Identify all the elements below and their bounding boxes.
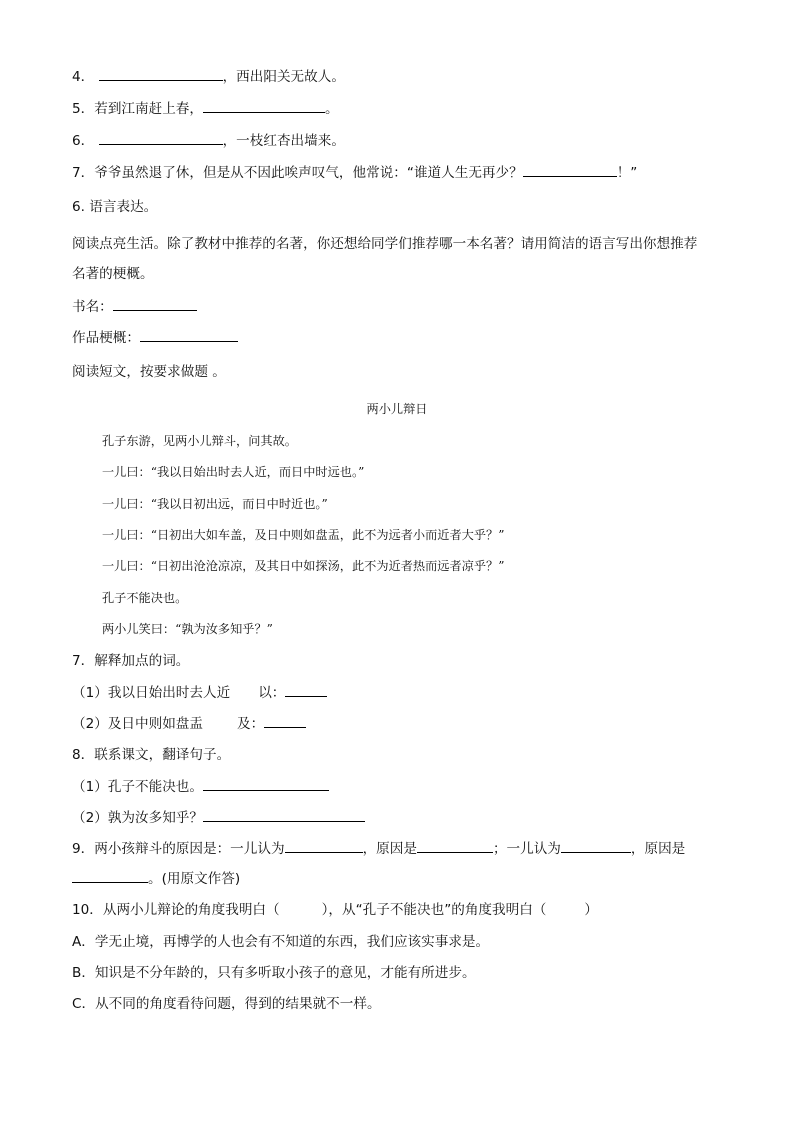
item-word: 以：: [258, 685, 286, 701]
passage-line: 一儿曰：“日初出沧沧凉凉，及其日中如探汤，此不为近者热而远者凉乎？”: [102, 559, 505, 573]
reading-instruction: 阅读短文，按要求做题 。: [72, 364, 226, 380]
answer-blank[interactable]: [203, 776, 329, 791]
book-name-row: [72, 296, 734, 317]
passage-line: 一儿曰：“我以日始出时去人近，而日中时远也。”: [102, 465, 365, 479]
question-text: 9．两小孩辩斗的原因是：一儿认为: [72, 841, 285, 857]
item-number: （2）: [72, 716, 108, 732]
question-text: ），从“孔子不能决也”的角度我明白（: [321, 902, 547, 918]
option-text: 知识是不分年龄的，只有多听取小孩子的意见，才能有所进步。: [94, 965, 476, 981]
question-text: 若到江南赶上春，: [94, 101, 203, 117]
question-6: [72, 130, 734, 151]
option-text: 从不同的角度看待问题，得到的结果就不一样。: [95, 996, 381, 1012]
option-b[interactable]: [72, 963, 734, 983]
answer-blank[interactable]: [285, 838, 363, 853]
question-text: ，原因是: [362, 841, 417, 857]
question-number: 5．: [72, 101, 95, 117]
item-text: 我以日始出时去人近: [107, 685, 231, 701]
question-7-stem: 7．解释加点的词。: [72, 653, 190, 669]
answer-blank[interactable]: [72, 868, 148, 883]
option-c[interactable]: [72, 994, 734, 1014]
question-9-line-1: [72, 838, 734, 859]
option-label: B．: [72, 965, 95, 981]
question-7-fill: [72, 162, 734, 183]
question-4: [72, 66, 734, 87]
option-label: C．: [72, 996, 96, 1012]
summary-row: [72, 327, 734, 348]
option-text: 学无止境，再博学的人也会有不知道的东西，我们应该实事求是。: [94, 934, 490, 950]
item-number: （1）: [72, 685, 108, 701]
question-number: 4．: [72, 69, 95, 85]
question-text: ）: [584, 902, 598, 918]
question-number: 7．: [72, 165, 95, 181]
question-7-item-2: [72, 713, 734, 734]
answer-blank[interactable]: [561, 838, 631, 853]
question-text: ，西出阳关无故人。: [222, 69, 345, 85]
option-a[interactable]: [72, 932, 734, 952]
answer-blank[interactable]: [99, 130, 223, 145]
passage-line: 两小儿笑曰：“孰为汝多知乎？”: [102, 622, 273, 636]
question-text: ，原因是: [630, 841, 686, 857]
answer-blank[interactable]: [523, 162, 617, 177]
question-text: ；一儿认为: [492, 841, 561, 857]
passage-line: 一儿曰：“日初出大如车盖，及日中则如盘盂，此不为远者小而近者大乎？”: [102, 528, 505, 542]
passage-line: 孔子不能决也。: [102, 591, 188, 605]
question-number: 6．: [72, 133, 95, 149]
answer-blank[interactable]: [203, 98, 325, 113]
answer-blank[interactable]: [203, 807, 365, 822]
question-end: ！”: [616, 165, 638, 181]
item-text: 孔子不能决也。: [107, 779, 203, 795]
question-10: [72, 900, 734, 920]
item-number: （2）: [72, 810, 108, 826]
summary-label: 作品梗概：: [72, 330, 140, 346]
book-name-blank[interactable]: [113, 296, 197, 311]
question-9-line-2: [72, 868, 734, 889]
section-heading: 6. 语言表达。: [72, 199, 158, 215]
question-end: 。: [325, 101, 339, 117]
option-label: A．: [72, 934, 95, 950]
passage-line: 一儿曰：“我以日初出远，而日中时近也。”: [102, 497, 328, 511]
answer-blank[interactable]: [417, 838, 493, 853]
answer-blank[interactable]: [99, 66, 223, 81]
passage-title: 两小儿辩日: [366, 402, 428, 416]
item-text: 孰为汝多知乎？: [107, 810, 203, 826]
question-8-item-2: [72, 807, 734, 828]
prompt-line-2: 名著的梗概。: [72, 266, 154, 282]
item-number: （1）: [72, 779, 108, 795]
question-8-stem: 8．联系课文，翻译句子。: [72, 747, 231, 763]
question-5: [72, 98, 734, 119]
item-text: 及日中则如盘盂: [107, 716, 203, 732]
item-word: 及：: [237, 716, 265, 732]
question-7-item-1: [72, 682, 734, 703]
question-text: 10．从两小儿辩论的角度我明白（: [72, 902, 280, 918]
question-text: 。(用原文作答): [148, 871, 241, 887]
prompt-line-1: 阅读点亮生活。除了教材中推荐的名著，你还想给同学们推荐哪一本名著？请用简洁的语言写出你想推荐: [72, 236, 698, 252]
answer-blank[interactable]: [285, 682, 327, 697]
passage-line: 孔子东游，见两小儿辩斗，问其故。: [102, 434, 297, 448]
question-8-item-1: [72, 776, 734, 797]
book-name-label: 书名：: [72, 299, 113, 315]
question-text: 爷爷虽然退了休，但是从不因此唉声叹气，他常说：“谁道人生无再少？: [94, 165, 523, 181]
summary-blank[interactable]: [140, 327, 238, 342]
question-text: ，一枝红杏出墙来。: [222, 133, 345, 149]
answer-blank[interactable]: [264, 713, 306, 728]
